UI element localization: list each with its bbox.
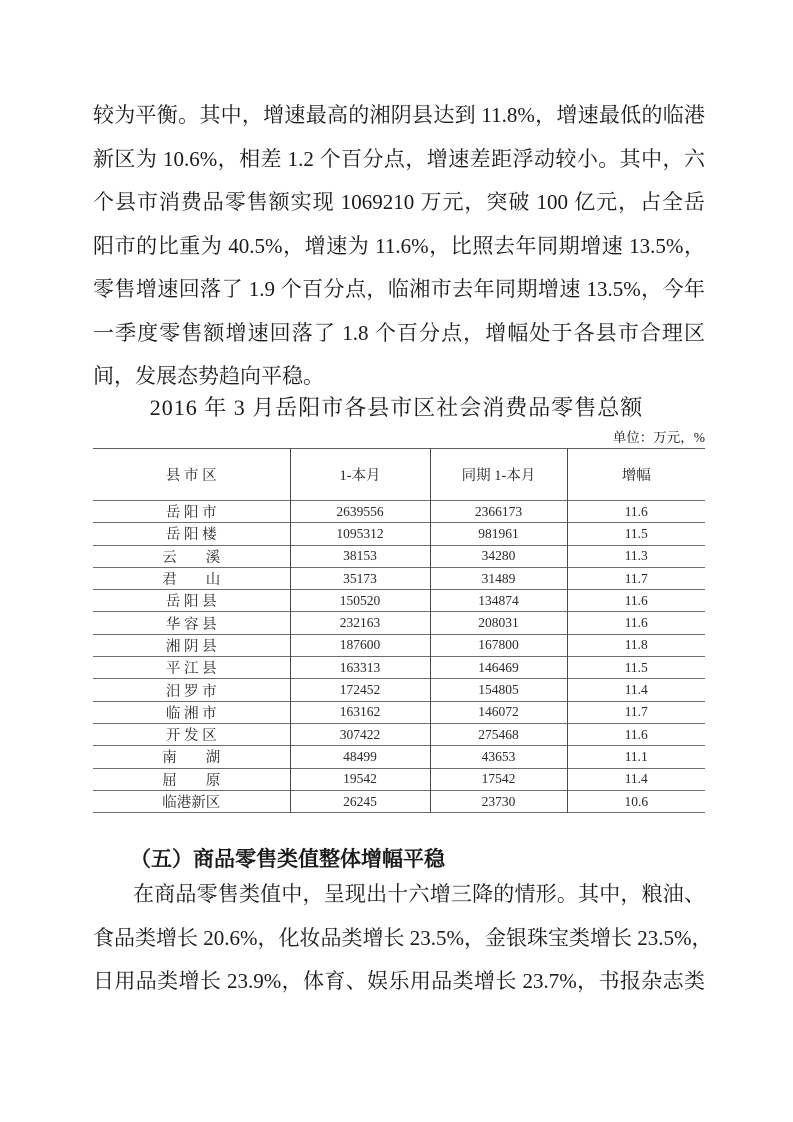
cell-growth: 11.1 [567,746,705,768]
cell-current: 232163 [290,612,430,634]
table-row [93,746,705,768]
table-row [93,679,705,701]
cell-current: 38153 [290,545,430,567]
text-line: 间，发展态势趋向平稳。 [93,364,324,388]
cell-district: 开 发 区 [165,728,217,745]
cell-growth: 11.6 [567,612,705,634]
cell-district: 岳 阳 县 [165,594,217,611]
cell-growth: 11.7 [567,701,705,723]
cell-district: 岳 阳 楼 [165,527,217,544]
cell-prior: 43653 [430,746,567,768]
table-row [93,612,705,634]
cell-growth: 11.5 [567,523,705,545]
cell-district: 临港新区 [162,795,221,811]
table-row [93,545,705,567]
table-title: 2016 年 3 月岳阳市各县市区社会消费品零售总额 [149,395,644,420]
cell-current: 48499 [290,746,430,768]
section-heading: （五）商品零售类值整体增幅平稳 [130,847,445,871]
table-row [93,790,705,812]
text-line: 在商品零售类值中，呈现出十六增三降的情形。其中，粮油、 [133,882,705,906]
cell-current: 172452 [290,679,430,701]
cell-district: 岳 阳 市 [165,505,217,522]
table-row [93,634,705,656]
cell-prior: 981961 [430,523,567,545]
cell-district: 南 湖 [162,750,221,767]
cell-current: 2639556 [290,501,430,523]
cell-current: 35173 [290,567,430,589]
table-row [93,768,705,790]
table-row [93,523,705,545]
cell-growth: 11.3 [567,545,705,567]
cell-prior: 146469 [430,657,567,679]
table-row [93,657,705,679]
cell-district: 屈 原 [162,772,221,789]
table-row [93,701,705,723]
cell-current: 163313 [290,657,430,679]
text-line: 阳市的比重为 40.5%，增速为 11.6%，比照去年同期增速 13.5%， [93,233,705,258]
cell-current: 19542 [290,768,430,790]
text-line: 个县市消费品零售额实现 1069210 万元，突破 100 亿元，占全岳 [93,190,705,214]
table-unit-note: 单位：万元，% [612,430,705,445]
table-row [93,501,705,523]
cell-growth: 10.6 [567,790,705,812]
text-line: 零售增速回落了 1.9 个百分点，临湘市去年同期增速 13.5%，今年 [93,277,705,301]
cell-district: 华 容 县 [165,616,217,633]
column-header-current-period: 1-本月 [290,449,430,501]
cell-district: 君 山 [162,572,221,589]
table-row [93,590,705,612]
cell-growth: 11.7 [567,567,705,589]
table-row [93,723,705,745]
cell-growth: 11.4 [567,768,705,790]
cell-growth: 11.6 [567,590,705,612]
cell-prior: 23730 [430,790,567,812]
body-paragraph-continued [93,94,705,399]
body-paragraph [93,873,713,1004]
cell-prior: 146072 [430,701,567,723]
column-header-growth: 增幅 [567,449,705,501]
text-line: 一季度零售额增速回落了 1.8 个百分点，增幅处于各县市合理区 [93,320,705,345]
cell-current: 150520 [290,590,430,612]
cell-prior: 31489 [430,567,567,589]
cell-growth: 11.4 [567,679,705,701]
cell-prior: 17542 [430,768,567,790]
cell-prior: 134874 [430,590,567,612]
text-line: 新区为 10.6%，相差 1.2 个百分点，增速差距浮动较小。其中，六 [93,146,705,171]
cell-district: 汨 罗 市 [165,683,217,700]
cell-current: 26245 [290,790,430,812]
cell-current: 1095312 [290,523,430,545]
cell-growth: 11.5 [567,657,705,679]
text-line: 较为平衡。其中，增速最高的湘阴县达到 11.8%，增速最低的临港 [93,103,705,127]
cell-current: 187600 [290,634,430,656]
cell-current: 307422 [290,723,430,745]
cell-district: 湘 阴 县 [165,638,217,655]
cell-growth: 11.6 [567,723,705,745]
retail-sales-table [93,448,705,813]
cell-district: 临 湘 市 [165,705,217,722]
column-header-prior-period: 同期 1-本月 [430,449,567,501]
cell-prior: 167800 [430,634,567,656]
cell-growth: 11.6 [567,501,705,523]
cell-prior: 2366173 [430,501,567,523]
text-line: 日用品类增长 23.9%，体育、娱乐用品类增长 23.7%，书报杂志类 [93,969,705,993]
cell-prior: 34280 [430,545,567,567]
table-row [93,567,705,589]
cell-prior: 208031 [430,612,567,634]
cell-district: 平 江 县 [165,661,217,678]
cell-growth: 11.8 [567,634,705,656]
cell-district: 云 溪 [162,549,221,566]
text-line: 食品类增长 20.6%，化妆品类增长 23.5%，金银珠宝类增长 23.5%， [93,925,713,950]
cell-current: 163162 [290,701,430,723]
cell-prior: 275468 [430,723,567,745]
table-header-row [93,449,705,501]
cell-prior: 154805 [430,679,567,701]
column-header-district: 县 市 区 [165,468,217,484]
